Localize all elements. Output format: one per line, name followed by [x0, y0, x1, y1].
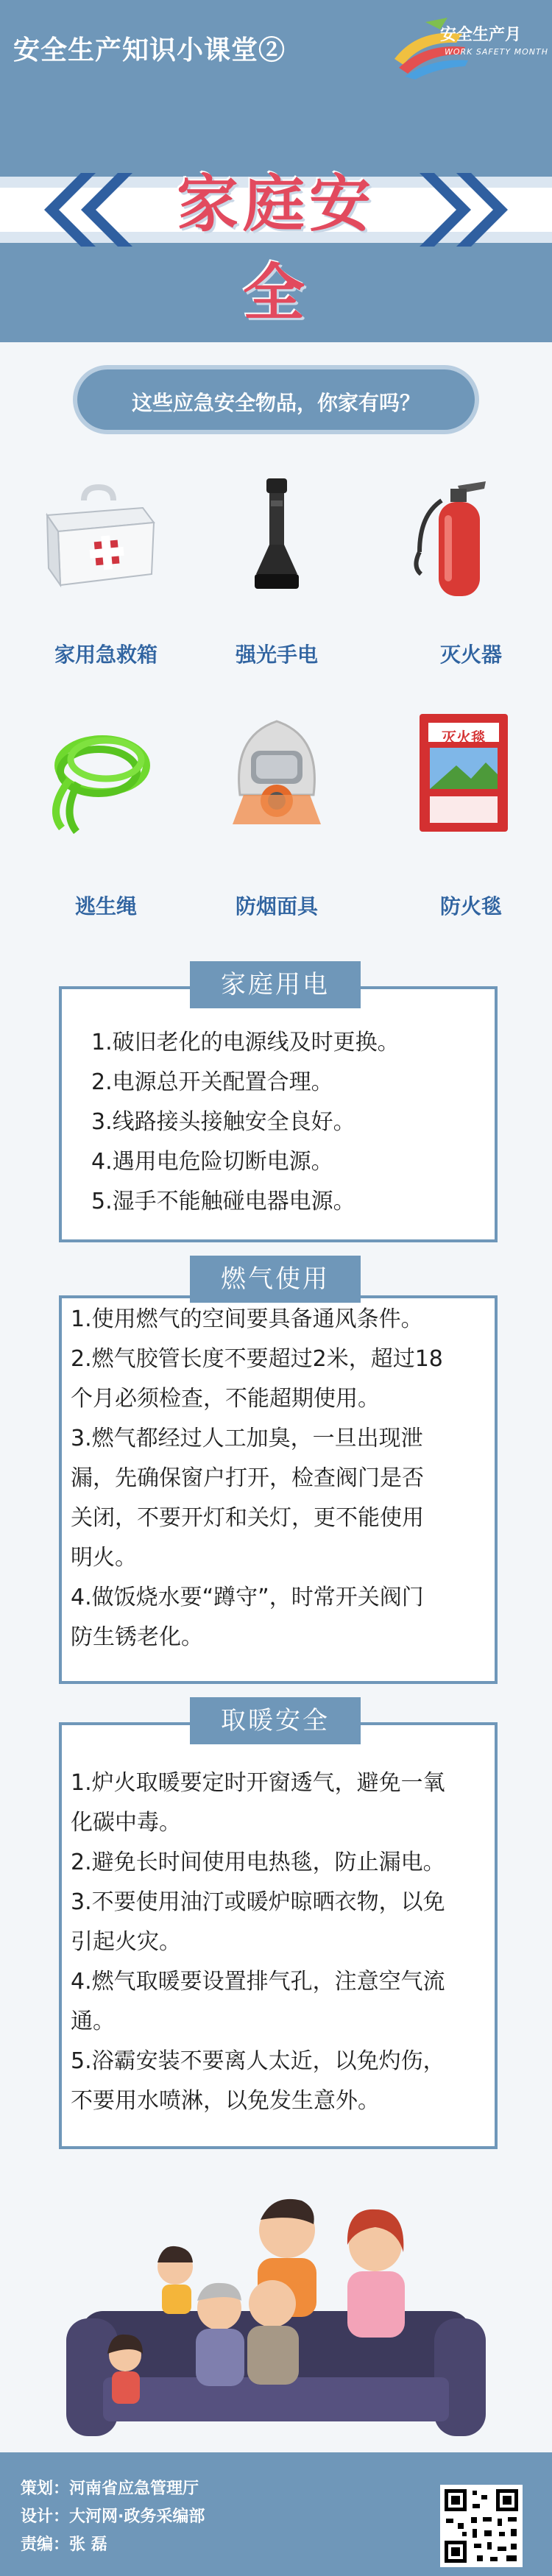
first-aid-kit-icon	[32, 471, 165, 604]
list-item: 1.使用燃气的空间要具备通风条件。	[71, 1306, 423, 1332]
list-item: 不要用水喷淋，以免发生意外。	[71, 2088, 380, 2114]
credit-editor: 责编：张 磊	[21, 2536, 107, 2554]
rope-icon	[32, 707, 165, 839]
list-item: 漏，先确保窗户打开，检查阀门是否	[71, 1465, 424, 1491]
list-item: 个月必须检查，不能超期使用。	[71, 1386, 380, 1412]
fire-extinguisher-icon	[390, 471, 523, 604]
list-item: 引起火灾。	[71, 1929, 181, 1955]
list-item: 4.做饭烧水要“蹲守”，时常开关阀门	[71, 1585, 424, 1610]
list-item: 3.不要使用油汀或暖炉晾晒衣物，以免	[71, 1889, 445, 1915]
item-label-fire-blanket: 防火毯	[439, 894, 502, 919]
main-title: 家庭安全	[176, 167, 375, 329]
flashlight-icon	[210, 471, 343, 604]
list-item: 3.燃气都经过人工加臭，一旦出现泄	[71, 1426, 423, 1451]
question-text: 这些应急安全物品，你家有吗？	[131, 391, 420, 415]
list-item: 4.燃气取暖要设置排气孔，注意空气流	[71, 1969, 445, 1995]
item-label-first-aid-kit: 家用急救箱	[54, 643, 158, 667]
credit-design: 设计：大河网·政务采编部	[21, 2508, 205, 2526]
list-item: 3.线路接头接触安全良好。	[91, 1109, 355, 1135]
section-title-heating: 取暖安全	[190, 1697, 361, 1744]
list-item: 2.电源总开关配置合理。	[91, 1069, 333, 1095]
list-item: 5.浴霸安装不要离人太近，以免灼伤，	[71, 2048, 445, 2074]
list-item: 2.避免长时间使用电热毯，防止漏电。	[71, 1850, 445, 1875]
list-item: 明火。	[71, 1545, 137, 1571]
series-title: 安全生产知识小课堂②	[13, 35, 286, 66]
electricity-list	[91, 1023, 400, 1222]
section-title-electricity: 家庭用电	[190, 961, 361, 1008]
list-item: 5.湿手不能触碰电器电源。	[91, 1189, 355, 1214]
credit-planning: 策划：河南省应急管理厅	[21, 2480, 199, 2498]
list-item: 1.破旧老化的电源线及时更换。	[91, 1030, 400, 1055]
item-label-smoke-mask: 防烟面具	[235, 894, 318, 919]
list-item: 4.遇用电危险切断电源。	[91, 1149, 333, 1175]
section-title-gas: 燃气使用	[190, 1256, 361, 1303]
logo-subtitle: WORK SAFETY MONTH	[445, 47, 548, 57]
list-item: 关闭，不要开灯和关灯，更不能使用	[71, 1505, 424, 1531]
heating-list	[71, 1763, 445, 2121]
item-label-rope: 逃生绳	[74, 894, 137, 919]
item-label-flashlight: 强光手电	[235, 643, 318, 667]
list-item: 2.燃气胶管长度不要超过2米，超过18	[71, 1346, 443, 1372]
gas-list	[71, 1300, 443, 1657]
list-item: 化碳中毒。	[71, 1810, 181, 1836]
family-illustration	[52, 2171, 500, 2451]
blanket-package-text: 灭火毯	[442, 729, 486, 746]
list-item: 1.炉火取暖要定时开窗透气，避免一氧	[71, 1770, 445, 1796]
list-item: 防生锈老化。	[71, 1624, 203, 1650]
smoke-mask-icon	[210, 707, 343, 839]
logo-text: 安全生产月	[440, 26, 522, 44]
qr-code-icon	[440, 2485, 523, 2567]
list-item: 通。	[71, 2009, 115, 2034]
item-label-fire-extinguisher: 灭火器	[439, 643, 502, 667]
